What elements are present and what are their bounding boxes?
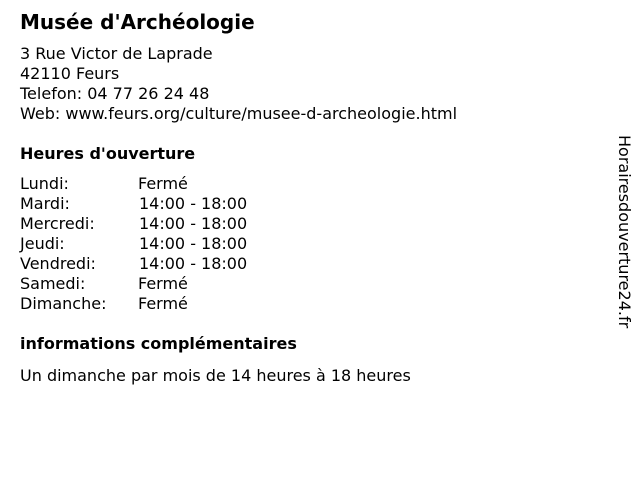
contact-block — [20, 44, 457, 124]
day-hours: 14:00 - 18:00 — [139, 234, 248, 253]
day-hours: 14:00 - 18:00 — [139, 214, 248, 233]
day-label: Jeudi: — [20, 234, 65, 253]
address-street: 3 Rue Victor de Laprade — [20, 44, 213, 63]
day-label: Lundi: — [20, 174, 69, 193]
day-label: Dimanche: — [20, 294, 107, 313]
info-heading: informations complémentaires — [20, 334, 297, 353]
day-hours: 14:00 - 18:00 — [139, 194, 248, 213]
address-city: 42110 Feurs — [20, 64, 120, 83]
site-watermark: Horairesdouverture24.fr — [615, 135, 634, 329]
info-text: Un dimanche par mois de 14 heures à 18 heures — [20, 366, 411, 385]
hours-heading: Heures d'ouverture — [20, 144, 196, 163]
day-hours: Fermé — [138, 294, 188, 313]
day-hours: Fermé — [138, 274, 188, 293]
day-label: Mercredi: — [20, 214, 95, 233]
website-link[interactable]: Web: www.feurs.org/culture/musee-d-archeologie.html — [20, 104, 458, 123]
day-hours: 14:00 - 18:00 — [139, 254, 248, 273]
museum-name: Musée d'Archéologie — [20, 10, 255, 34]
day-hours: Fermé — [138, 174, 188, 193]
phone-number: Telefon: 04 77 26 24 48 — [20, 84, 210, 103]
day-label: Samedi: — [20, 274, 86, 293]
day-label: Vendredi: — [20, 254, 96, 273]
day-label: Mardi: — [20, 194, 70, 213]
